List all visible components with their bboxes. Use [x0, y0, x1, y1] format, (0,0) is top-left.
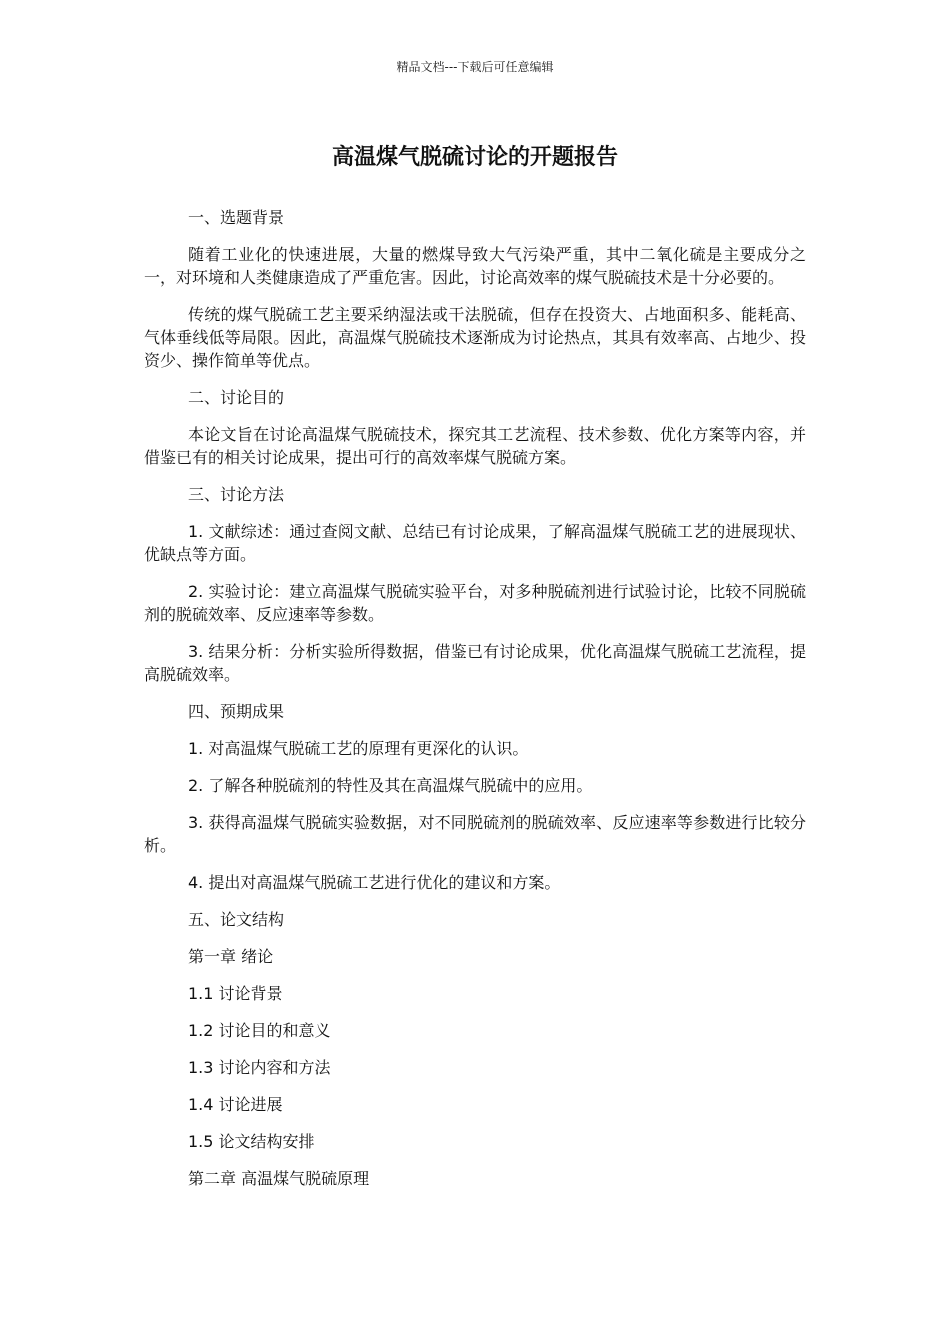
paragraph-background-1: 随着工业化的快速进展，大量的燃煤导致大气污染严重，其中二氧化硫是主要成分之一，对环境和人类健康造成了严重危害。因此，讨论高效率的煤气脱硫技术是十分必要的。	[144, 245, 806, 287]
section-heading-structure: 五、论文结构	[188, 910, 285, 929]
toc-item-1-5: 1.5 论文结构安排	[188, 1132, 315, 1151]
section-heading-methods: 三、讨论方法	[188, 485, 285, 504]
toc-item-1-3: 1.3 讨论内容和方法	[188, 1058, 331, 1077]
header-note: 精品文档---下载后可任意编辑	[396, 60, 554, 74]
toc-chapter-2: 第二章 高温煤气脱硫原理	[188, 1169, 370, 1188]
list-item-method-3: 3. 结果分析：分析实验所得数据，借鉴已有讨论成果，优化高温煤气脱硫工艺流程，提高脱硫效率。	[144, 642, 806, 684]
list-item-outcome-4: 4. 提出对高温煤气脱硫工艺进行优化的建议和方案。	[188, 873, 561, 892]
list-item-method-1: 1. 文献综述：通过查阅文献、总结已有讨论成果，了解高温煤气脱硫工艺的进展现状、优缺点等方面。	[144, 522, 806, 564]
section-heading-background: 一、选题背景	[188, 208, 285, 227]
paragraph-purpose: 本论文旨在讨论高温煤气脱硫技术，探究其工艺流程、技术参数、优化方案等内容，并借鉴已有的相关讨论成果，提出可行的高效率煤气脱硫方案。	[144, 425, 806, 467]
list-item-outcome-2: 2. 了解各种脱硫剂的特性及其在高温煤气脱硫中的应用。	[188, 776, 593, 795]
list-item-outcome-1: 1. 对高温煤气脱硫工艺的原理有更深化的认识。	[188, 739, 529, 758]
paragraph-background-2: 传统的煤气脱硫工艺主要采纳湿法或干法脱硫，但存在投资大、占地面积多、能耗高、气体垂线低等局限。因此，高温煤气脱硫技术逐渐成为讨论热点，其具有效率高、占地少、投资少、操作简单等优点。	[144, 305, 806, 370]
toc-chapter-1: 第一章 绪论	[188, 947, 274, 966]
toc-item-1-1: 1.1 讨论背景	[188, 984, 283, 1003]
document-body	[144, 206, 806, 1204]
list-item-method-2: 2. 实验讨论：建立高温煤气脱硫实验平台，对多种脱硫剂进行试验讨论，比较不同脱硫剂的脱硫效率、反应速率等参数。	[144, 582, 806, 624]
section-heading-outcomes: 四、预期成果	[188, 702, 285, 721]
toc-item-1-4: 1.4 讨论进展	[188, 1095, 283, 1114]
document-title: 高温煤气脱硫讨论的开题报告	[331, 145, 618, 170]
section-heading-purpose: 二、讨论目的	[188, 388, 285, 407]
toc-item-1-2: 1.2 讨论目的和意义	[188, 1021, 331, 1040]
list-item-outcome-3: 3. 获得高温煤气脱硫实验数据，对不同脱硫剂的脱硫效率、反应速率等参数进行比较分析。	[144, 813, 806, 855]
